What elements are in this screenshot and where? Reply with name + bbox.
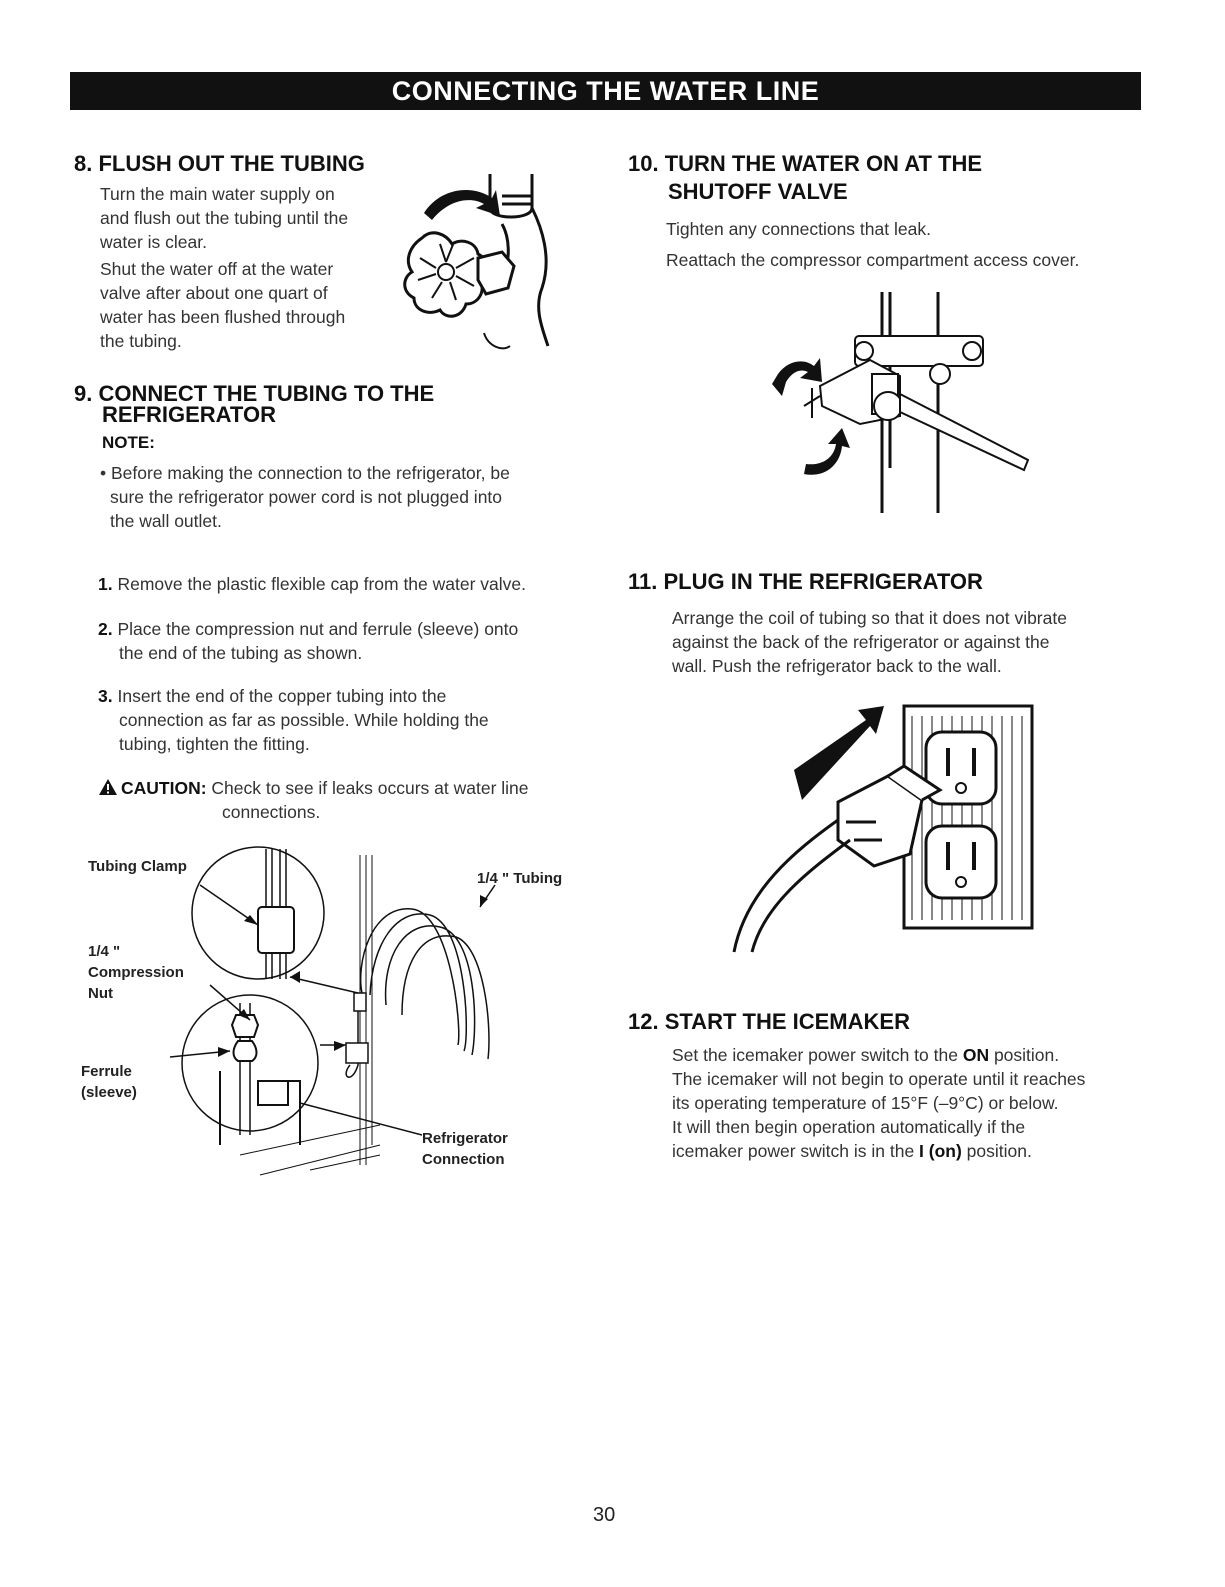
text-line: • Before making the connection to the refrigerator, be xyxy=(100,463,510,483)
text-line: wall. Push the refrigerator back to the wall. xyxy=(672,656,1002,676)
text-span: position. xyxy=(961,1141,1032,1161)
step-text: Place the compression nut and ferrule (sleeve) onto xyxy=(117,619,519,639)
text-line: It will then begin operation automatically if the xyxy=(672,1117,1026,1137)
step-text: tubing, tighten the fitting. xyxy=(119,734,310,754)
callout-tubing: 1/4 " Tubing xyxy=(477,870,563,887)
text-line: sure the refrigerator power cord is not plugged into xyxy=(110,487,503,507)
section-9-title-line-2: REFRIGERATOR xyxy=(102,402,276,427)
section-10-paragraph-1: Tighten any connections that leak. xyxy=(666,219,931,239)
step-text: the end of the tubing as shown. xyxy=(119,643,363,663)
callout-compression-nut xyxy=(88,941,184,1004)
section-8-title: 8. FLUSH OUT THE TUBING xyxy=(74,151,365,176)
step-1 xyxy=(98,572,526,596)
text-line xyxy=(672,1043,1085,1067)
callout-line: (sleeve) xyxy=(81,1084,137,1101)
text-line: water has been flushed through xyxy=(100,307,346,327)
step-2 xyxy=(98,617,518,665)
plug-outlet-icon xyxy=(726,690,1041,960)
section-10-title-line-2: SHUTOFF VALVE xyxy=(668,179,848,204)
page-number: 30 xyxy=(593,1504,616,1526)
callout-line: Nut xyxy=(88,985,113,1002)
text-line: the wall outlet. xyxy=(110,511,222,531)
caution-line: Check to see if leaks occurs at water line xyxy=(211,778,529,798)
page-title: CONNECTING THE WATER LINE xyxy=(70,72,1141,110)
step-number: 2. xyxy=(98,619,113,639)
step-number: 3. xyxy=(98,686,113,706)
text-line xyxy=(672,1139,1085,1163)
text-line: Shut the water off at the water xyxy=(100,259,334,279)
section-12-paragraph xyxy=(672,1043,1085,1163)
text-line: its operating temperature of 15°F (–9°C) or below. xyxy=(672,1093,1059,1113)
text-line: water is clear. xyxy=(100,232,207,252)
callout-line: Compression xyxy=(88,964,184,981)
step-text: Insert the end of the copper tubing into the xyxy=(117,686,447,706)
caution-text xyxy=(121,776,529,824)
caution-triangle-icon xyxy=(98,778,118,796)
callout-tubing-clamp: Tubing Clamp xyxy=(88,858,187,875)
text-line: the tubing. xyxy=(100,331,182,351)
callout-ferrule xyxy=(81,1061,137,1103)
callout-line: Ferrule xyxy=(81,1063,132,1080)
text-span: icemaker power switch is in the xyxy=(672,1141,920,1161)
callout-line: Connection xyxy=(422,1151,505,1168)
step-number: 1. xyxy=(98,574,113,594)
note-text xyxy=(100,461,510,533)
bold-text: ON xyxy=(962,1045,990,1065)
caution-label: CAUTION: xyxy=(121,778,207,798)
step-3 xyxy=(98,684,489,756)
callout-line: 1/4 " xyxy=(88,943,121,960)
callout-line: Refrigerator xyxy=(422,1130,508,1147)
text-span: position. xyxy=(989,1045,1060,1065)
note-label: NOTE: xyxy=(102,433,155,452)
section-11-title: 11. PLUG IN THE REFRIGERATOR xyxy=(628,569,983,594)
bold-text: I (on) xyxy=(919,1141,962,1161)
step-text: Remove the plastic flexible cap from the water valve. xyxy=(117,574,526,594)
section-10-title: 10. TURN THE WATER ON AT THE xyxy=(628,151,983,176)
text-line: Arrange the coil of tubing so that it does not vibrate xyxy=(672,608,1067,628)
step-text: connection as far as possible. While holding the xyxy=(119,710,489,730)
text-line: The icemaker will not begin to operate until it reaches xyxy=(672,1069,1086,1089)
section-8-paragraph-1 xyxy=(100,182,348,254)
water-valve-icon xyxy=(392,168,568,354)
text-line: against the back of the refrigerator or against the xyxy=(672,632,1050,652)
section-11-paragraph xyxy=(672,606,1067,678)
text-span: Set the icemaker power switch to the xyxy=(672,1045,963,1065)
callout-refrigerator-connection xyxy=(422,1128,508,1170)
section-8-paragraph-2 xyxy=(100,257,345,353)
section-9-title: 9. CONNECT THE TUBING TO THE xyxy=(74,381,435,406)
shutoff-valve-icon xyxy=(760,288,1040,518)
text-line: Turn the main water supply on xyxy=(100,184,335,204)
text-line: valve after about one quart of xyxy=(100,283,328,303)
section-10-paragraph-2: Reattach the compressor compartment access cover. xyxy=(666,250,1080,270)
section-12-title: 12. START THE ICEMAKER xyxy=(628,1009,910,1034)
caution-line: connections. xyxy=(222,802,321,822)
text-line: and flush out the tubing until the xyxy=(100,208,349,228)
